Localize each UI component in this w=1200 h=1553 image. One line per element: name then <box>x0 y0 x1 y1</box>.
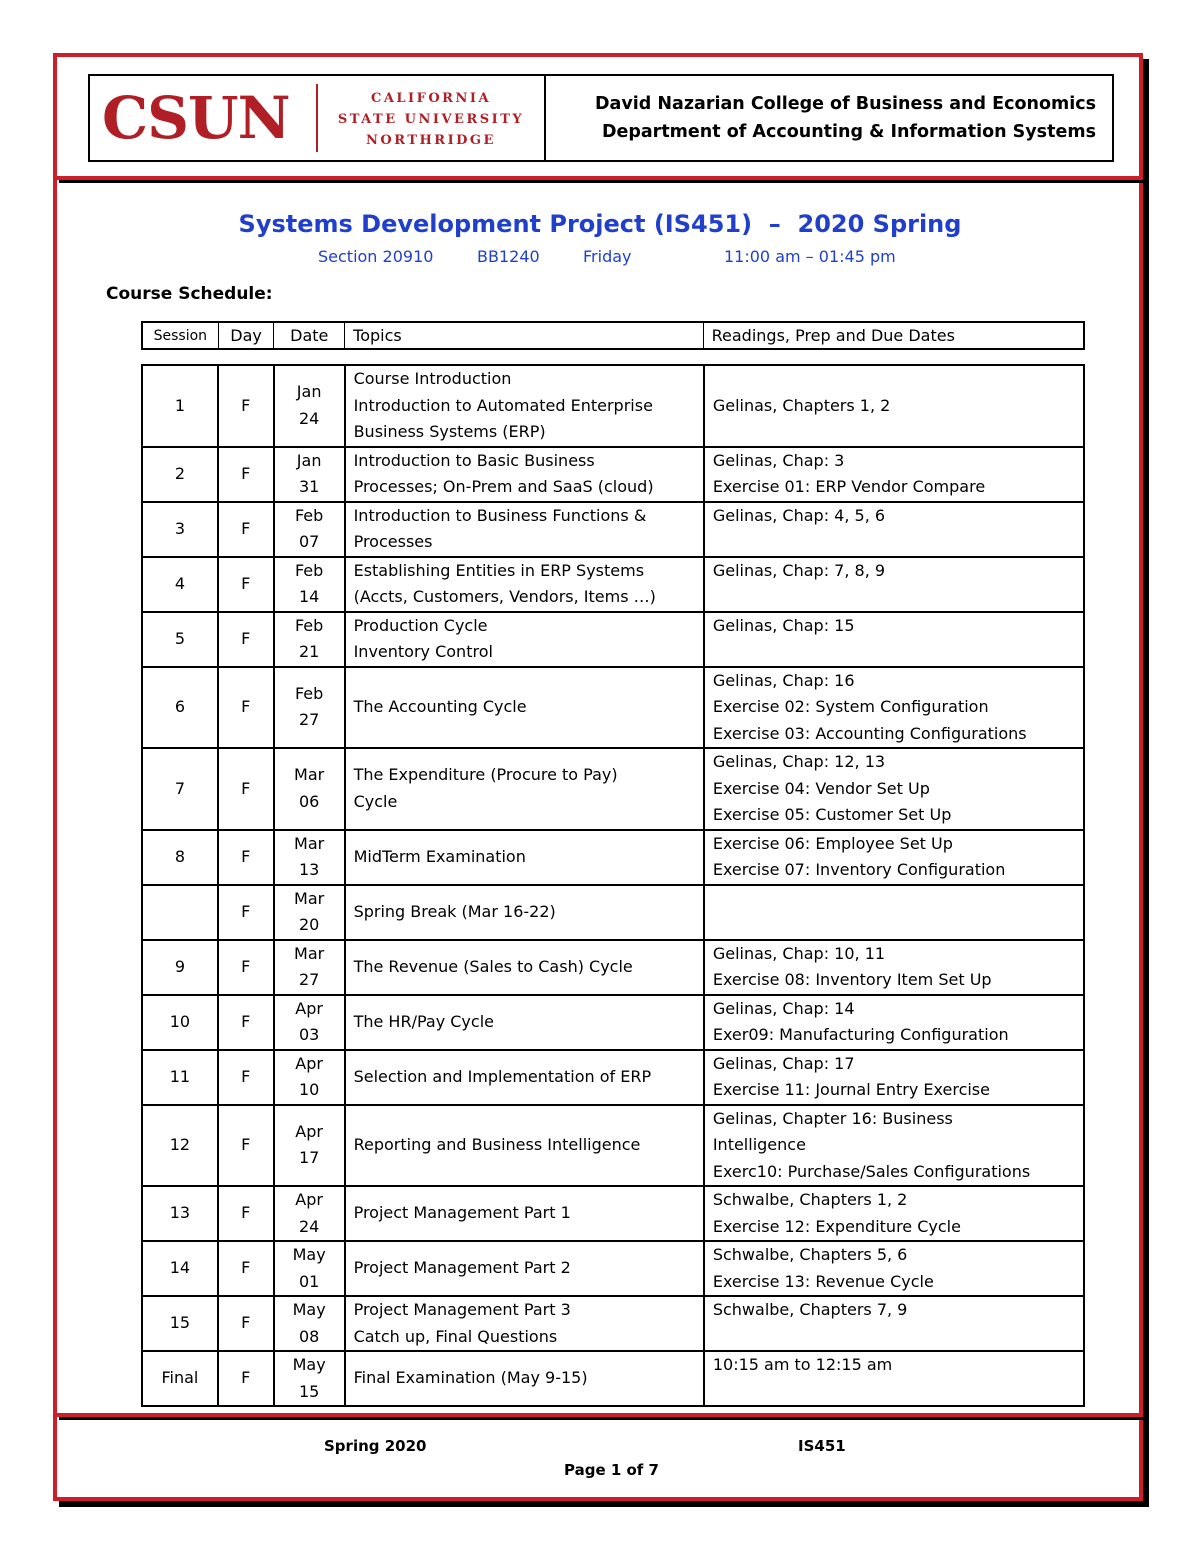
meeting-day: Friday <box>583 247 632 266</box>
date-cell-line: Apr <box>295 1121 323 1141</box>
date-cell-line: Mar <box>294 833 325 853</box>
topics-cell-line: Production Cycle <box>353 615 488 635</box>
readings-cell <box>704 1351 1084 1406</box>
date-cell-line: 07 <box>298 532 320 551</box>
date-cell-line: 06 <box>298 791 320 811</box>
day-cell: F <box>218 830 274 885</box>
readings-cell-line: Gelinas, Chap: 10, 11 <box>712 943 886 963</box>
date-cell <box>274 1296 345 1351</box>
readings-cell-line: Exercise 02: System Configuration <box>712 697 989 716</box>
date-cell-line: Mar <box>294 765 325 785</box>
date-cell <box>274 830 345 885</box>
date-cell-line: 24 <box>298 1216 320 1236</box>
logo-line-1: CALIFORNIA <box>370 91 492 106</box>
date-cell-line: May <box>292 1300 326 1319</box>
footer-page-number: Page 1 of 7 <box>564 1461 659 1479</box>
readings-cell-line: Exercise 08: Inventory Item Set Up <box>712 970 992 989</box>
date-cell-line: Mar <box>294 943 325 963</box>
readings-cell-line: Schwalbe, Chapters 7, 9 <box>712 1300 908 1319</box>
header-date: Date <box>274 323 345 348</box>
header-readings: Readings, Prep and Due Dates <box>711 326 955 345</box>
readings-cell <box>704 1186 1084 1241</box>
topics-cell <box>345 1050 704 1105</box>
day-cell: F <box>218 667 274 749</box>
college-info <box>546 76 1112 160</box>
day-cell: F <box>218 612 274 667</box>
session-cell: 10 <box>142 995 218 1050</box>
topics-cell-line: Processes; On-Prem and SaaS (cloud) <box>353 477 654 496</box>
table-row <box>142 885 1084 940</box>
topics-cell-line: Introduction to Automated Enterprise <box>353 395 653 415</box>
session-cell: 5 <box>142 612 218 667</box>
readings-cell <box>704 447 1084 502</box>
readings-cell <box>704 995 1084 1050</box>
readings-cell <box>704 748 1084 830</box>
footer-course: IS451 <box>798 1437 846 1455</box>
readings-cell-line: Exercise 04: Vendor Set Up <box>712 778 930 798</box>
date-cell <box>274 940 345 995</box>
session-cell: 8 <box>142 830 218 885</box>
topics-cell-line: Inventory Control <box>353 642 493 661</box>
topics-cell-line: MidTerm Examination <box>353 846 526 866</box>
readings-cell-line: Exercise 11: Journal Entry Exercise <box>712 1080 990 1099</box>
logo-divider <box>316 84 318 152</box>
header-divider <box>53 176 1143 180</box>
topics-cell <box>345 1296 704 1351</box>
college-name: David Nazarian College of Business and Economics <box>595 94 1096 114</box>
logo-line-3: NORTHRIDGE <box>366 133 496 148</box>
topics-cell-line: Reporting and Business Intelligence <box>353 1135 641 1154</box>
logo-line-2: STATE UNIVERSITY <box>337 112 525 127</box>
topics-cell-line: Project Management Part 1 <box>353 1203 571 1223</box>
topics-cell <box>345 447 704 502</box>
topics-cell-line: The Revenue (Sales to Cash) Cycle <box>353 956 633 976</box>
readings-cell-line: Schwalbe, Chapters 1, 2 <box>712 1190 908 1209</box>
session-cell: 1 <box>142 365 218 447</box>
topics-cell <box>345 365 704 447</box>
readings-cell <box>704 365 1084 447</box>
date-cell <box>274 1351 345 1406</box>
date-cell-line: 01 <box>298 1271 320 1291</box>
session-cell: 3 <box>142 502 218 557</box>
date-cell <box>274 1105 345 1187</box>
readings-cell <box>704 1241 1084 1296</box>
topics-cell <box>345 885 704 940</box>
course-title: Systems Development Project (IS451) – 2020 Spring <box>238 210 962 238</box>
date-cell-line: 21 <box>298 642 320 661</box>
csun-logo <box>90 76 546 160</box>
topics-cell <box>345 940 704 995</box>
logo-subtitle <box>326 88 536 151</box>
topics-cell <box>345 557 704 612</box>
date-cell <box>274 1241 345 1296</box>
day-cell: F <box>218 940 274 995</box>
date-cell <box>274 995 345 1050</box>
day-cell: F <box>218 447 274 502</box>
letterhead <box>88 74 1114 162</box>
topics-cell <box>345 612 704 667</box>
day-cell: F <box>218 1351 274 1406</box>
table-row <box>142 612 1084 667</box>
date-cell-line: 20 <box>298 915 320 934</box>
date-cell-line: Feb <box>294 615 324 635</box>
topics-cell-line: Business Systems (ERP) <box>353 422 546 441</box>
topics-cell-line: The HR/Pay Cycle <box>353 1011 494 1031</box>
date-cell <box>274 1186 345 1241</box>
topics-cell-line: Final Examination (May 9-15) <box>353 1368 588 1388</box>
date-cell-line: Apr <box>295 1190 323 1209</box>
day-cell: F <box>218 1296 274 1351</box>
day-cell: F <box>218 1186 274 1241</box>
date-cell-line: Apr <box>295 1053 323 1073</box>
day-cell: F <box>218 557 274 612</box>
session-cell: 2 <box>142 447 218 502</box>
table-row <box>142 557 1084 612</box>
section-number: Section 20910 <box>318 247 434 266</box>
session-cell: 7 <box>142 748 218 830</box>
date-cell-line: 27 <box>298 710 320 730</box>
topics-cell <box>345 830 704 885</box>
topics-cell <box>345 748 704 830</box>
session-cell <box>142 885 218 940</box>
table-row <box>142 1241 1084 1296</box>
table-row <box>142 667 1084 749</box>
meeting-time: 11:00 am – 01:45 pm <box>724 247 896 266</box>
date-cell-line: Feb <box>294 505 324 525</box>
session-cell: 9 <box>142 940 218 995</box>
readings-cell-line: 10:15 am to 12:15 am <box>712 1355 893 1374</box>
date-cell-line: 10 <box>298 1080 320 1099</box>
readings-cell-line: Exerc10: Purchase/Sales Configurations <box>712 1161 1031 1181</box>
readings-cell-line: Exer09: Manufacturing Configuration <box>712 1025 1009 1044</box>
date-cell-line: May <box>292 1355 326 1374</box>
date-cell <box>274 557 345 612</box>
schedule-table <box>141 364 1085 1407</box>
date-cell-line: 15 <box>298 1381 320 1401</box>
department-name: Department of Accounting & Information Systems <box>601 122 1096 142</box>
table-row <box>142 502 1084 557</box>
readings-cell-line: Exercise 06: Employee Set Up <box>712 833 953 853</box>
readings-cell <box>704 1105 1084 1187</box>
readings-cell <box>704 612 1084 667</box>
readings-cell-line: Intelligence <box>712 1135 806 1154</box>
day-cell: F <box>218 365 274 447</box>
date-cell-line: 24 <box>298 408 320 428</box>
date-cell-line: 31 <box>298 477 320 496</box>
session-cell: 6 <box>142 667 218 749</box>
date-cell <box>274 447 345 502</box>
readings-cell <box>704 557 1084 612</box>
session-cell: 14 <box>142 1241 218 1296</box>
date-cell <box>274 748 345 830</box>
readings-cell <box>704 940 1084 995</box>
topics-cell-line: Cycle <box>353 791 398 811</box>
readings-cell-line: Exercise 01: ERP Vendor Compare <box>712 477 986 496</box>
readings-cell-line: Exercise 05: Customer Set Up <box>712 805 952 824</box>
session-cell: 12 <box>142 1105 218 1187</box>
readings-cell-line: Gelinas, Chap: 16 <box>712 670 855 690</box>
day-cell: F <box>218 1241 274 1296</box>
session-cell: 15 <box>142 1296 218 1351</box>
table-row <box>142 1186 1084 1241</box>
readings-cell <box>704 1050 1084 1105</box>
date-cell-line: Apr <box>295 998 323 1018</box>
readings-cell-line: Exercise 12: Expenditure Cycle <box>712 1216 961 1236</box>
date-cell-line: Mar <box>294 888 325 908</box>
topics-cell-line: Project Management Part 2 <box>353 1258 571 1278</box>
day-cell: F <box>218 748 274 830</box>
table-row <box>142 1296 1084 1351</box>
topics-cell <box>345 1351 704 1406</box>
readings-cell-line: Gelinas, Chap: 12, 13 <box>712 752 886 771</box>
table-row <box>142 1351 1084 1406</box>
room: BB1240 <box>477 247 540 266</box>
topics-cell-line: The Expenditure (Procure to Pay) <box>353 765 618 785</box>
topics-cell-line: The Accounting Cycle <box>353 697 527 716</box>
readings-cell-line: Gelinas, Chap: 17 <box>712 1053 855 1073</box>
date-cell <box>274 667 345 749</box>
topics-cell-line: Establishing Entities in ERP Systems <box>353 560 645 580</box>
readings-cell-line: Exercise 13: Revenue Cycle <box>712 1271 934 1291</box>
readings-cell <box>704 502 1084 557</box>
day-cell: F <box>218 995 274 1050</box>
date-cell-line: May <box>292 1245 326 1264</box>
readings-cell-line: Gelinas, Chap: 7, 8, 9 <box>712 560 886 580</box>
readings-cell <box>704 885 1084 940</box>
topics-cell-line: (Accts, Customers, Vendors, Items …) <box>353 587 656 606</box>
session-cell: 4 <box>142 557 218 612</box>
date-cell-line: Feb <box>294 560 324 580</box>
readings-cell-line: Gelinas, Chap: 14 <box>712 998 855 1018</box>
readings-cell-line: Gelinas, Chapters 1, 2 <box>712 395 891 415</box>
readings-cell-line: Gelinas, Chap: 3 <box>712 450 845 470</box>
readings-cell-line: Gelinas, Chapter 16: Business <box>712 1108 953 1128</box>
date-cell-line: 14 <box>298 587 320 606</box>
readings-cell-line: Exercise 07: Inventory Configuration <box>712 860 1006 879</box>
date-cell-line: 03 <box>298 1025 320 1044</box>
readings-cell-line: Gelinas, Chap: 15 <box>712 615 855 635</box>
table-row <box>142 447 1084 502</box>
date-cell-line: 17 <box>298 1148 320 1168</box>
topics-cell <box>345 995 704 1050</box>
topics-cell <box>345 1241 704 1296</box>
header-topics: Topics <box>345 323 703 348</box>
readings-cell <box>704 667 1084 749</box>
date-cell-line: 13 <box>298 860 320 879</box>
table-row <box>142 830 1084 885</box>
table-row <box>142 365 1084 447</box>
date-cell-line: 08 <box>298 1326 320 1346</box>
logo-wordmark: CSUN <box>102 84 290 152</box>
readings-cell <box>704 830 1084 885</box>
session-cell: Final <box>142 1351 218 1406</box>
date-cell-line: Jan <box>296 450 322 470</box>
readings-cell-line: Exercise 03: Accounting Configurations <box>712 723 1027 743</box>
table-row <box>142 1105 1084 1187</box>
topics-cell-line: Catch up, Final Questions <box>353 1326 558 1346</box>
date-cell-line: 27 <box>298 970 320 989</box>
footer-divider <box>53 1413 1143 1417</box>
schedule-heading: Course Schedule: <box>106 284 273 304</box>
table-row <box>142 748 1084 830</box>
day-cell: F <box>218 502 274 557</box>
topics-cell-line: Introduction to Basic Business <box>353 450 595 470</box>
header-day: Day <box>219 323 275 348</box>
day-cell: F <box>218 885 274 940</box>
date-cell <box>274 1050 345 1105</box>
date-cell <box>274 885 345 940</box>
topics-cell <box>345 667 704 749</box>
footer-term: Spring 2020 <box>324 1437 427 1455</box>
date-cell-line: Jan <box>296 382 322 402</box>
session-cell: 11 <box>142 1050 218 1105</box>
topics-cell-line: Course Introduction <box>353 369 512 388</box>
session-cell: 13 <box>142 1186 218 1241</box>
topics-cell-line: Introduction to Business Functions & <box>353 505 647 525</box>
topics-cell <box>345 1105 704 1187</box>
header-session: Session <box>143 323 219 348</box>
readings-cell-line: Gelinas, Chap: 4, 5, 6 <box>712 505 886 525</box>
topics-cell-line: Project Management Part 3 <box>353 1300 571 1319</box>
table-row <box>142 995 1084 1050</box>
day-cell: F <box>218 1050 274 1105</box>
topics-cell-line: Spring Break (Mar 16-22) <box>353 901 556 921</box>
table-row <box>142 1050 1084 1105</box>
readings-cell <box>704 1296 1084 1351</box>
topics-cell <box>345 1186 704 1241</box>
date-cell <box>274 365 345 447</box>
day-cell: F <box>218 1105 274 1187</box>
schedule-header-row <box>141 321 1085 350</box>
readings-cell-line: Schwalbe, Chapters 5, 6 <box>712 1245 908 1264</box>
date-cell <box>274 612 345 667</box>
table-row <box>142 940 1084 995</box>
date-cell-line: Feb <box>294 683 324 703</box>
date-cell <box>274 502 345 557</box>
topics-cell-line: Processes <box>353 532 433 551</box>
topics-cell-line: Selection and Implementation of ERP <box>353 1066 652 1086</box>
topics-cell <box>345 502 704 557</box>
